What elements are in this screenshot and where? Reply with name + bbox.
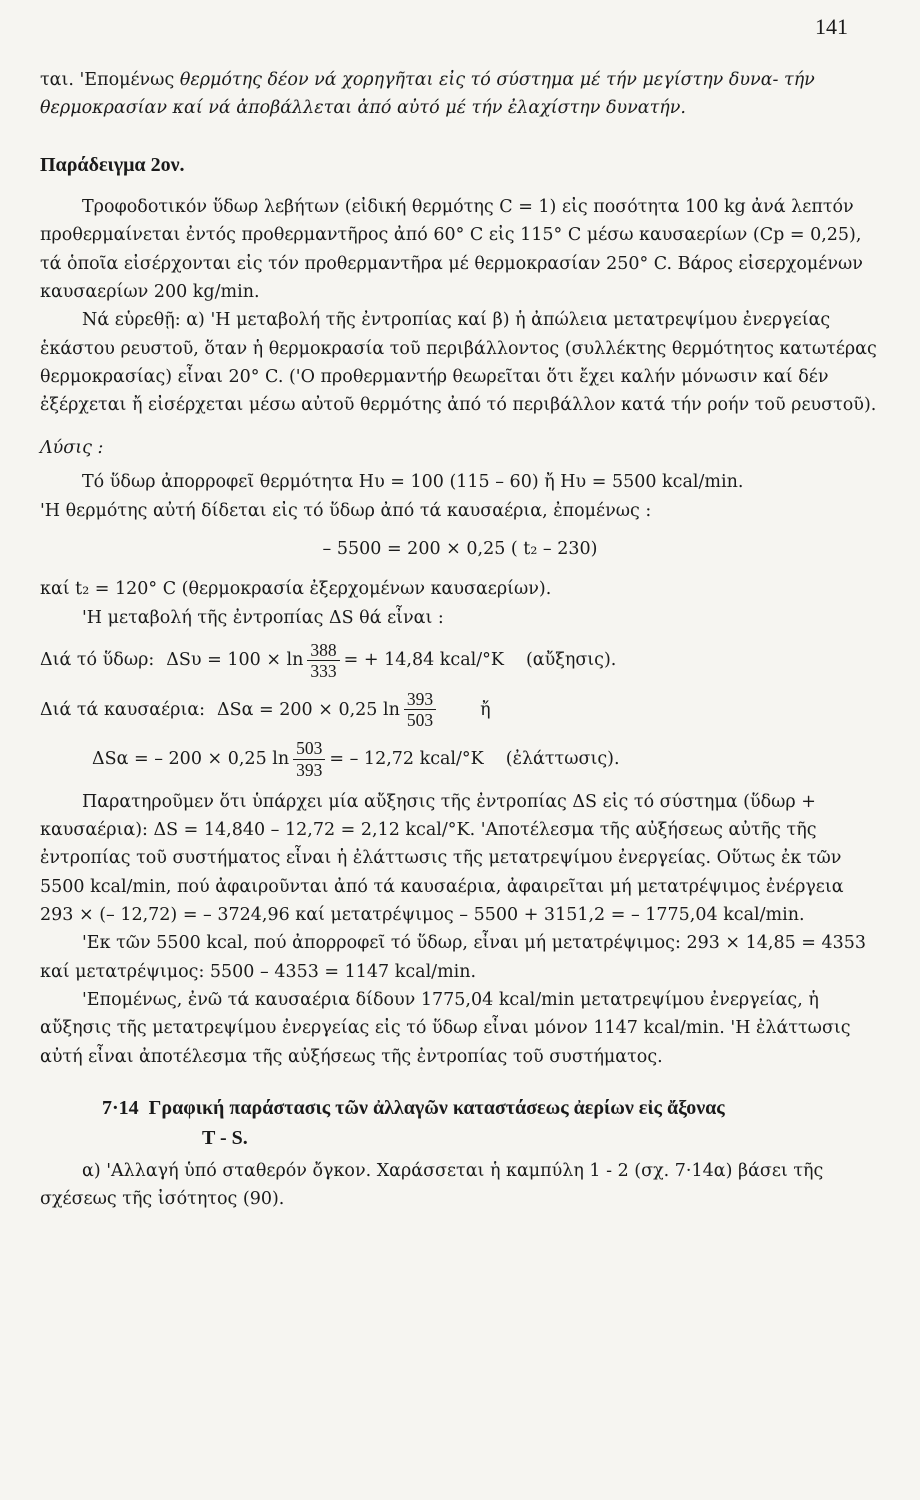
section-paragraph: α) 'Αλλαγή ὑπό σταθερόν ὄγκον. Χαράσσεται ἡ καμπύλη 1 - 2 (σχ. 7·14α) βάσει τῆς σχέσεως τῆς ἰσότητος (90). — [40, 1161, 824, 1210]
gases2-denominator: 393 — [296, 759, 323, 780]
gases-fraction — [404, 689, 436, 730]
water-note: (αὔξησις). — [525, 650, 617, 671]
intro-paragraph — [40, 66, 880, 123]
section-title-cont: T - S. — [202, 1127, 248, 1150]
intro-italic-2: τήν θερμοκρασίαν καί νά ἀποβάλλεται ἀπό αὐτό μέ τήν ἐλαχίστην δυνατήν. — [40, 70, 815, 119]
section-number: 7·14 — [102, 1097, 139, 1120]
example-question: Νά εὑρεθῇ: α) 'Η μεταβολή τῆς ἐντροπίας καί β) ἡ ἀπώλεια μετατρεψίμου ἐνεργείας ἑκάστου ρευστοῦ, ὅταν ἡ θερμοκρασία τοῦ περιβάλλοντος (συλλέκτης θερμότητος κατωτέρας θερμοκρασίας) εἶναι 20° C. ('Ο προθερμαντήρ θεωρεῖται ὅτι ἔχει καλήν μόνωσιν καί δέν ἐξέρχεται ἤ εἰσέρχεται μέσω αὐτοῦ θερμότης ἀπό τό περιβάλλον κατά τήν ροήν τοῦ ρευστοῦ). — [40, 310, 877, 416]
solution-label: Λύσις : — [40, 437, 104, 458]
solution-p4: 'Η μεταβολή τῆς ἐντροπίας ΔS θά εἶναι : — [82, 607, 444, 628]
intro-italic-1: θερμότης δέον νά χορηγῆται εἰς τό σύστημα μέ τήν μεγίστην δυνα- — [179, 70, 779, 90]
equation-heat-balance: – 5500 = 200 × 0,25 ( t₂ – 230) — [322, 538, 598, 559]
gases2-rhs: = – 12,72 kcal/°K — [329, 748, 484, 769]
page-number: 141 — [815, 14, 848, 39]
gases-denominator: 503 — [406, 710, 434, 731]
example-heading: Παράδειγμα 2ον. — [40, 153, 185, 176]
gases-lhs: ΔSα = 200 × 0,25 ln — [217, 699, 400, 720]
gases-or: ἤ — [480, 699, 491, 720]
page-content — [40, 66, 880, 1214]
water-fraction — [307, 640, 339, 681]
water-numerator: 388 — [307, 640, 339, 661]
gases2-note: (ἐλάττωσις). — [505, 748, 620, 769]
solution-p7: 'Επομένως, ἐνῶ τά καυσαέρια δίδουν 1775,04 kcal/min μετατρεψίμου ἐνεργείας, ἡ αὔξησις τῆς μετατρεψίμου ἐνεργείας εἰς τό ὕδωρ εἶναι μόνον 1147 kcal/min. 'Η ἐλάττωσις αὐτή εἶναι ἀποτέλεσμα τῆς αὐξήσεως τῆς ἐντροπίας τοῦ συστήματος. — [40, 990, 851, 1067]
solution-p3: καί t₂ = 120° C (θερμοκρασία ἐξερχομένων καυσαερίων). — [40, 579, 552, 600]
water-rhs: = + 14,84 kcal/°K — [343, 650, 504, 671]
example-statement: Τροφοδοτικόν ὕδωρ λεβήτων (εἰδική θερμότης C = 1) εἰς ποσότητα 100 kg ἀνά λεπτόν προθερμαίνεται ἐντός προθερμαντῆρος ἀπό 60° C εἰς 115° C μέσω καυσαερίων (Cp = 0,25), τά ὁποῖα εἰσέρχονται εἰς τόν προθερμαντῆρα μέ θερμοκρασίαν 250° C. Βάρος εἰσερχομένων καυσαερίων 200 kg/min. — [40, 197, 863, 303]
intro-text: ται. 'Επομένως — [40, 70, 180, 90]
solution-p6: 'Εκ τῶν 5500 kcal, πού ἀπορροφεῖ τό ὕδωρ, εἶναι μή μετατρέψιμος: 293 × 14,85 = 4353 καί μετατρέψιμος: 5500 – 4353 = 1147 kcal/min. — [40, 933, 867, 982]
water-lhs: ΔSυ = 100 × ln — [166, 650, 304, 671]
gases-label: Διά τά καυσαέρια: — [40, 699, 206, 720]
section-heading — [102, 1093, 880, 1153]
solution-p2: 'Η θερμότης αὐτή δίδεται εἰς τό ὕδωρ ἀπό τά καυσαέρια, ἐπομένως : — [40, 500, 652, 521]
equation-gases-entropy — [40, 689, 880, 730]
water-label: Διά τό ὕδωρ: — [40, 650, 155, 671]
gases-numerator: 393 — [404, 689, 436, 710]
gases2-lhs: ΔSα = – 200 × 0,25 ln — [92, 748, 290, 769]
solution-p5: Παρατηροῦμεν ὅτι ὑπάρχει μία αὔξησις τῆς ἐντροπίας ΔS εἰς τό σύστημα (ὕδωρ + καυσαέρια): ΔS = 14,840 – 12,72 = 2,12 kcal/°K. 'Αποτέλεσμα τῆς αὐξήσεως αὐτῆς τῆς ἐντροπίας τοῦ συστήματος εἶναι ἡ ἐλάττωσις τῆς μετατρεψίμου ἐνεργείας. Οὕτως ἐκ τῶν 5500 kcal/min, πού ἀφαιροῦνται ἀπό τά καυσαέρια, ἀφαιρεῖται μή μετατρέψιμος ἐνέργεια 293 × (– 12,72) = – 3724,96 καί μετατρέψιμος – 5500 + 3151,2 = – 1775,04 kcal/min. — [40, 791, 844, 926]
equation-gases-entropy-2 — [40, 738, 880, 779]
gases2-numerator: 503 — [293, 738, 325, 759]
solution-p1: Τό ὕδωρ ἀπορροφεῖ θερμότητα Hυ = 100 (115 – 60) ἤ Hυ = 5500 kcal/min. — [82, 472, 744, 493]
section-title: Γραφική παράστασις τῶν ἀλλαγῶν καταστάσεως ἀερίων εἰς ἄξονας — [148, 1097, 725, 1120]
water-denominator: 333 — [310, 661, 337, 682]
equation-water-entropy — [40, 640, 880, 681]
gases2-fraction — [293, 738, 325, 779]
